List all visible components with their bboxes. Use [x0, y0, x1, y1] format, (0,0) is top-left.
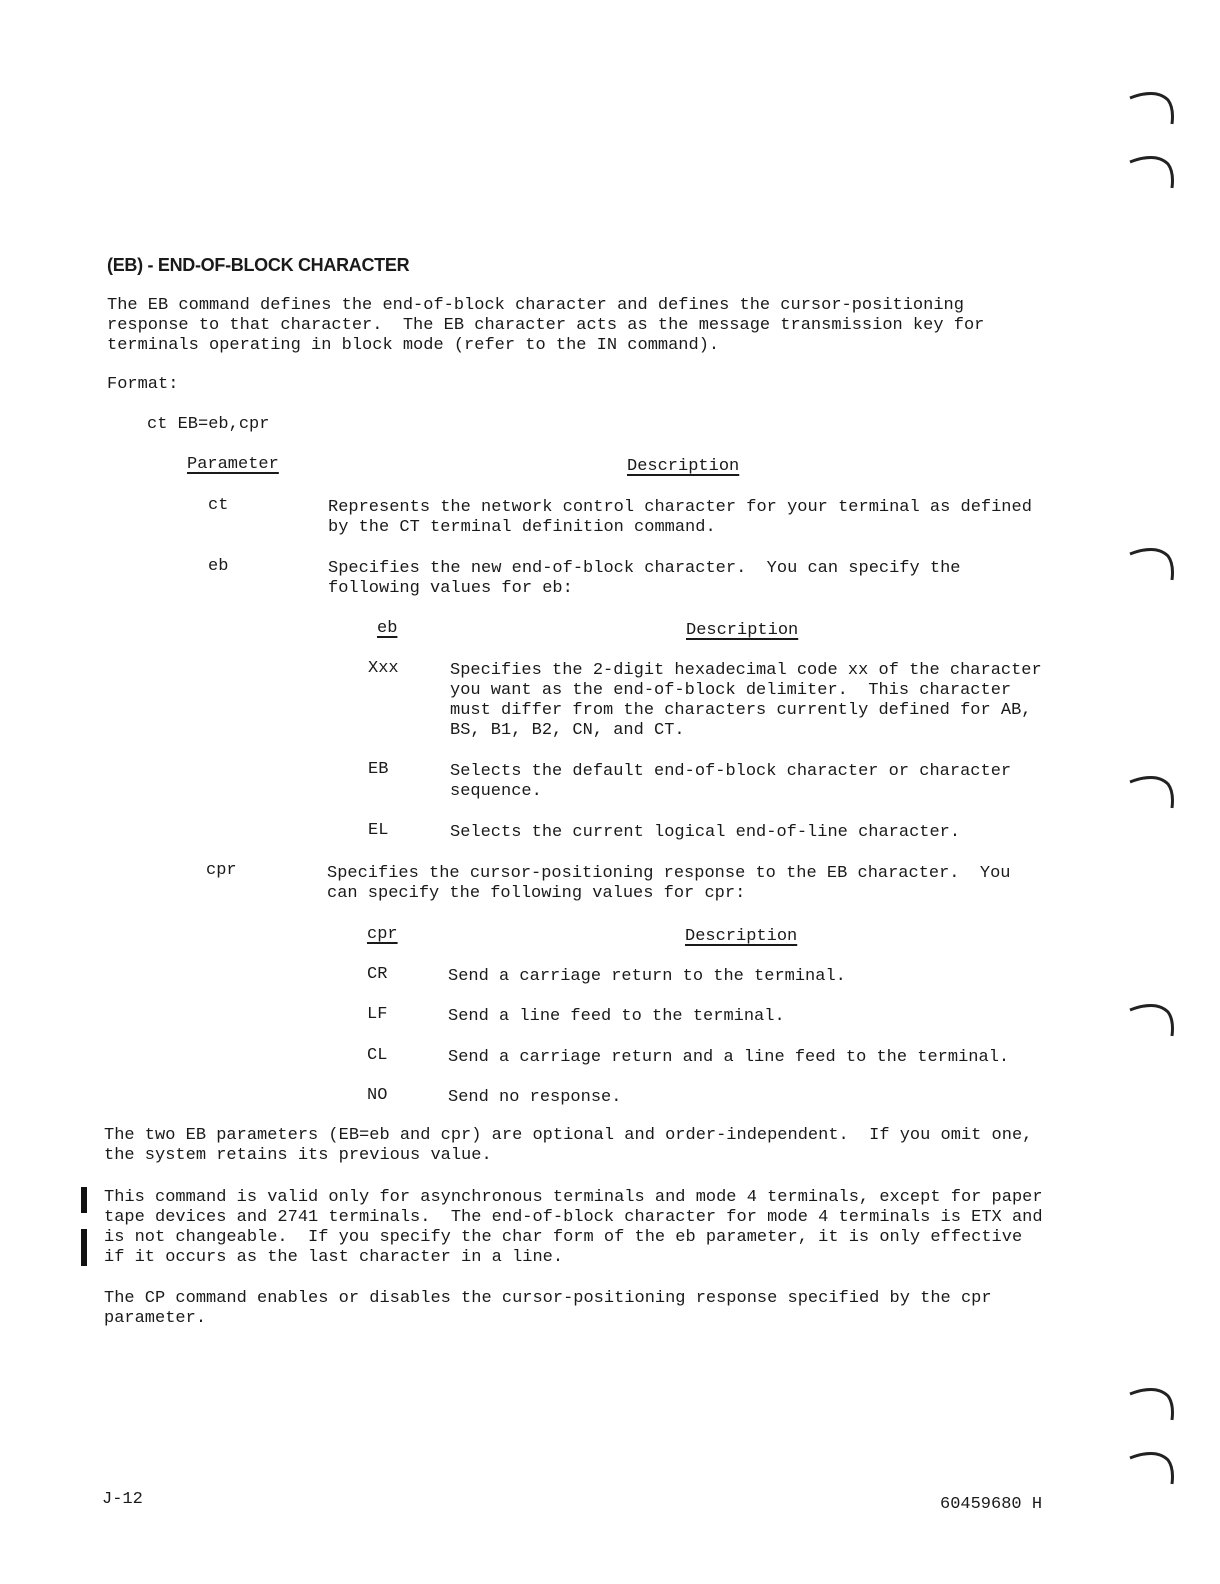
param-column-header: Parameter	[187, 455, 279, 474]
intro-line: The EB command defines the end-of-block character and defines the cursor-positioning	[107, 296, 964, 315]
binder-hole-mark	[1126, 88, 1186, 132]
cpr-value-desc: Send no response.	[448, 1088, 622, 1107]
eb-value-code: EB	[368, 760, 389, 779]
cpr-value-code: CL	[367, 1046, 388, 1065]
paragraph-line: The two EB parameters (EB=eb and cpr) are optional and order-independent. If you omit one,	[104, 1126, 1033, 1145]
desc-line: you want as the end-of-block delimiter. This character	[450, 681, 1012, 700]
desc-line: BS, B1, B2, CN, and CT.	[450, 721, 685, 740]
binder-hole-mark	[1126, 544, 1186, 588]
cpr-value-code: LF	[367, 1005, 388, 1024]
param-desc-eb	[328, 559, 961, 599]
desc-line: can specify the following values for cpr:	[327, 884, 746, 903]
eb-value-desc	[450, 762, 1011, 802]
optional-params-paragraph	[104, 1126, 1032, 1166]
eb-value-desc	[450, 661, 1042, 741]
param-name-eb: eb	[208, 557, 229, 576]
param-desc-cpr	[327, 864, 1011, 904]
binder-hole-mark	[1126, 772, 1186, 816]
paragraph-line: parameter.	[104, 1309, 207, 1328]
desc-line: by the CT terminal definition command.	[328, 518, 716, 537]
paragraph-line: if it occurs as the last character in a line.	[104, 1248, 564, 1267]
eb-value-code: EL	[368, 821, 389, 840]
paragraph-line: The CP command enables or disables the cursor-positioning response specified by the cpr	[104, 1289, 992, 1308]
binder-hole-mark	[1126, 1448, 1186, 1492]
eb-subtable-desc-header: Description	[686, 621, 799, 640]
description-column-header: Description	[627, 457, 740, 476]
desc-line: following values for eb:	[328, 579, 573, 598]
section-title: (EB) - END-OF-BLOCK CHARACTER	[107, 255, 410, 275]
cpr-value-desc: Send a carriage return and a line feed to the terminal.	[448, 1048, 1010, 1067]
cpr-value-desc: Send a carriage return to the terminal.	[448, 967, 846, 986]
change-bar	[81, 1187, 87, 1213]
validity-paragraph	[104, 1188, 1043, 1268]
format-label: Format:	[107, 375, 179, 394]
format-syntax: ct EB=eb,cpr	[147, 415, 270, 434]
cpr-value-code: NO	[367, 1086, 388, 1105]
document-number: 60459680 H	[940, 1495, 1043, 1514]
cp-command-paragraph	[104, 1289, 992, 1329]
intro-line: terminals operating in block mode (refer to the IN command).	[107, 336, 720, 355]
paragraph-line: is not changeable. If you specify the char form of the eb parameter, it is only effective	[104, 1228, 1023, 1247]
cpr-value-code: CR	[367, 965, 388, 984]
intro-paragraph	[107, 296, 984, 356]
change-bar	[81, 1229, 87, 1266]
desc-line: sequence.	[450, 782, 542, 801]
desc-line: Selects the default end-of-block character or character	[450, 762, 1012, 781]
eb-subtable-param-header: eb	[377, 619, 398, 638]
param-name-cpr: cpr	[206, 861, 237, 880]
binder-hole-mark	[1126, 1000, 1186, 1044]
param-name-ct: ct	[208, 496, 229, 515]
desc-line: Specifies the new end-of-block character. You can specify the	[328, 559, 961, 578]
desc-line: Specifies the 2-digit hexadecimal code xx of the character	[450, 661, 1042, 680]
paragraph-line: tape devices and 2741 terminals. The end-of-block character for mode 4 terminals is ETX and	[104, 1208, 1043, 1227]
param-desc-ct	[328, 498, 1032, 538]
cpr-subtable-desc-header: Description	[685, 927, 798, 946]
desc-line: must differ from the characters currently defined for AB,	[450, 701, 1032, 720]
paragraph-line: This command is valid only for asynchronous terminals and mode 4 terminals, except for paper	[104, 1188, 1043, 1207]
cpr-value-desc: Send a line feed to the terminal.	[448, 1007, 785, 1026]
desc-line: Represents the network control character for your terminal as defined	[328, 498, 1032, 517]
page-number: J-12	[102, 1490, 143, 1509]
binder-hole-mark	[1126, 1384, 1186, 1428]
eb-value-desc: Selects the current logical end-of-line character.	[450, 823, 961, 842]
paragraph-line: the system retains its previous value.	[104, 1146, 492, 1165]
cpr-subtable-param-header: cpr	[367, 925, 398, 944]
binder-hole-mark	[1126, 152, 1186, 196]
intro-line: response to that character. The EB character acts as the message transmission key for	[107, 316, 985, 335]
eb-value-code: Xxx	[368, 659, 399, 678]
desc-line: Specifies the cursor-positioning response to the EB character. You	[327, 864, 1011, 883]
